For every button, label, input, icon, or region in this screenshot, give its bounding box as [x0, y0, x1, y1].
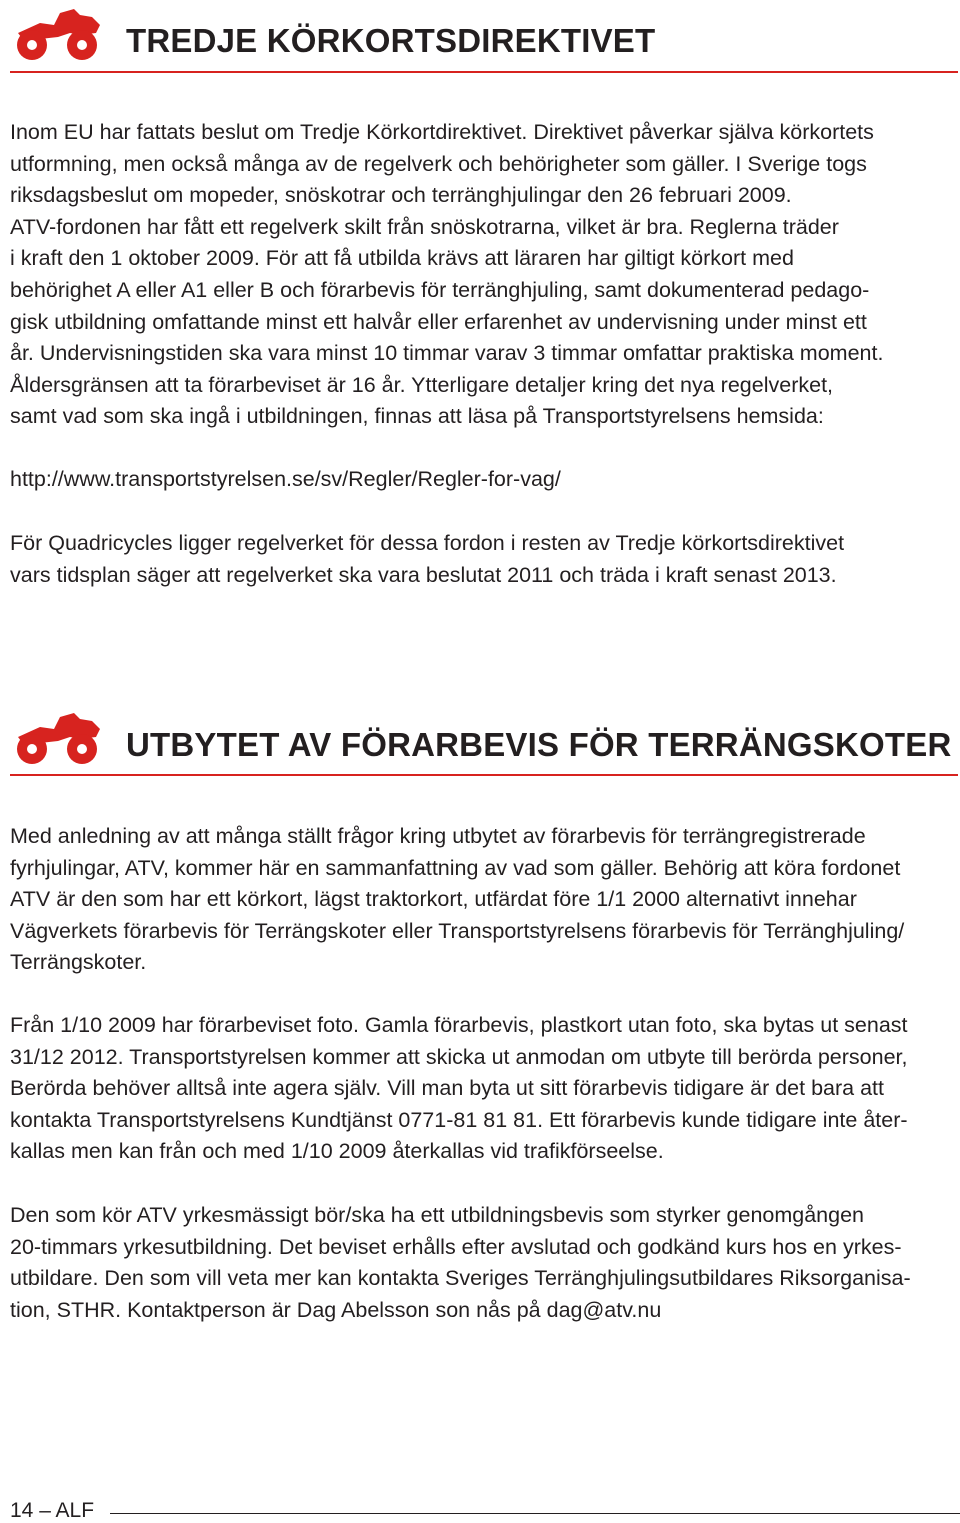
- paragraph-eu-directive: [10, 117, 960, 433]
- paragraph-quadricycles: [10, 528, 960, 591]
- page-number: 14 – ALF: [10, 1499, 95, 1522]
- paragraph-url: [10, 464, 960, 496]
- text-line: kontakta Transportstyrelsens Kundtjänst 0771-81 81 81. Ett förarbevis kunde tidigare inte åter-: [10, 1107, 908, 1132]
- text-line: Vägverkets förarbevis för Terrängskoter eller Transportstyrelsens förarbevis för Terränghjuling/: [10, 918, 905, 943]
- text-line: 31/12 2012. Transportstyrelsen kommer att skicka ut anmodan om utbyte till berörda personer,: [10, 1044, 908, 1069]
- text-line: För Quadricycles ligger regelverket för dessa fordon i resten av Tredje körkortsdirektivet: [10, 531, 845, 555]
- text-line: tion, STHR. Kontaktperson är Dag Abelsson son nås på dag@atv.nu: [10, 1297, 662, 1322]
- text-line: år. Undervisningstiden ska vara minst 10 timmar varav 3 timmar omfattar praktiska moment.: [10, 341, 884, 366]
- text-line: Terrängskoter.: [10, 950, 147, 975]
- section-header-tredje: [0, 0, 960, 80]
- text-line: gisk utbildning omfattande minst ett halvår eller erfarenhet av undervisning under minst ett: [10, 309, 867, 334]
- text-line: kallas men kan från och med 1/10 2009 återkallas vid trafikförseelse.: [10, 1139, 664, 1164]
- text-line: Med anledning av att många ställt frågor kring utbytet av förarbevis för terrängregistrerade: [10, 824, 866, 848]
- text-line: 20-timmars yrkesutbildning. Det beviset erhålls efter avslutad och godkänd kurs hos en yrkes-: [10, 1234, 902, 1259]
- paragraph-foto: [10, 1010, 960, 1168]
- text-line: vars tidsplan säger att regelverket ska vara beslutat 2011 och träda i kraft senast 2013.: [10, 562, 837, 587]
- text-line: behörighet A eller A1 eller B och förarbevis för terränghjuling, samt dokumenterad pedago-: [10, 277, 870, 302]
- transportstyrelsen-link[interactable]: http://www.transportstyrelsen.se/sv/Regler/Regler-for-vag/: [10, 467, 561, 491]
- text-line: utbildare. Den som vill veta mer kan kontakta Sveriges Terränghjulingsutbildares Riksorganisa-: [10, 1266, 911, 1291]
- section-title: TREDJE KÖRKORTSDIREKTIVET: [126, 22, 656, 59]
- text-line: ATV är den som har ett körkort, lägst traktorkort, utfärdat före 1/1 2000 alternativt innehar: [10, 887, 857, 912]
- footer-divider: [110, 1513, 960, 1514]
- text-line: Från 1/10 2009 har förarbeviset foto. Gamla förarbevis, plastkort utan foto, ska bytas ut senast: [10, 1013, 908, 1037]
- text-line: i kraft den 1 oktober 2009. För att få utbilda krävs att läraren har giltigt körkort med: [10, 246, 794, 271]
- text-line: samt vad som ska ingå i utbildningen, finnas att läsa på Transportstyrelsens hemsida:: [10, 404, 824, 429]
- text-line: Berörda behöver alltså inte agera själv. Vill man byta ut sitt förarbevis tidigare är det bara att: [10, 1076, 884, 1101]
- section-title: UTBYTET AV FÖRARBEVIS FÖR TERRÄNGSKOTER: [126, 726, 952, 763]
- text-line: fyrhjulingar, ATV, kommer här en sammanfattning av vad som gäller. Behörig att köra fordonet: [10, 855, 901, 880]
- section-header-utbytet: [0, 704, 960, 784]
- atv-quad-icon: [10, 3, 104, 67]
- text-line: ATV-fordonen har fått ett regelverk skilt från snöskotrarna, vilket är bra. Reglerna träder: [10, 214, 839, 239]
- text-line: Den som kör ATV yrkesmässigt bör/ska ha ett utbildningsbevis som styrker genomgången: [10, 1203, 865, 1227]
- text-line: utformning, men också många av de regelverk och behörigheter som gäller. I Sverige togs: [10, 151, 867, 176]
- section-divider: [10, 71, 958, 73]
- text-line: riksdagsbeslut om mopeder, snöskotrar och terränghjulingar den 26 februari 2009.: [10, 183, 792, 208]
- section-divider: [10, 774, 958, 776]
- text-line: Åldersgränsen att ta förarbeviset är 16 år. Ytterligare detaljer kring det nya regelverket,: [10, 372, 834, 397]
- paragraph-utbyte-intro: [10, 821, 960, 979]
- paragraph-yrkesmassigt: [10, 1200, 960, 1326]
- text-line: Inom EU har fattats beslut om Tredje Körkortdirektivet. Direktivet påverkar själva körkortets: [10, 120, 874, 144]
- atv-quad-icon: [10, 707, 104, 771]
